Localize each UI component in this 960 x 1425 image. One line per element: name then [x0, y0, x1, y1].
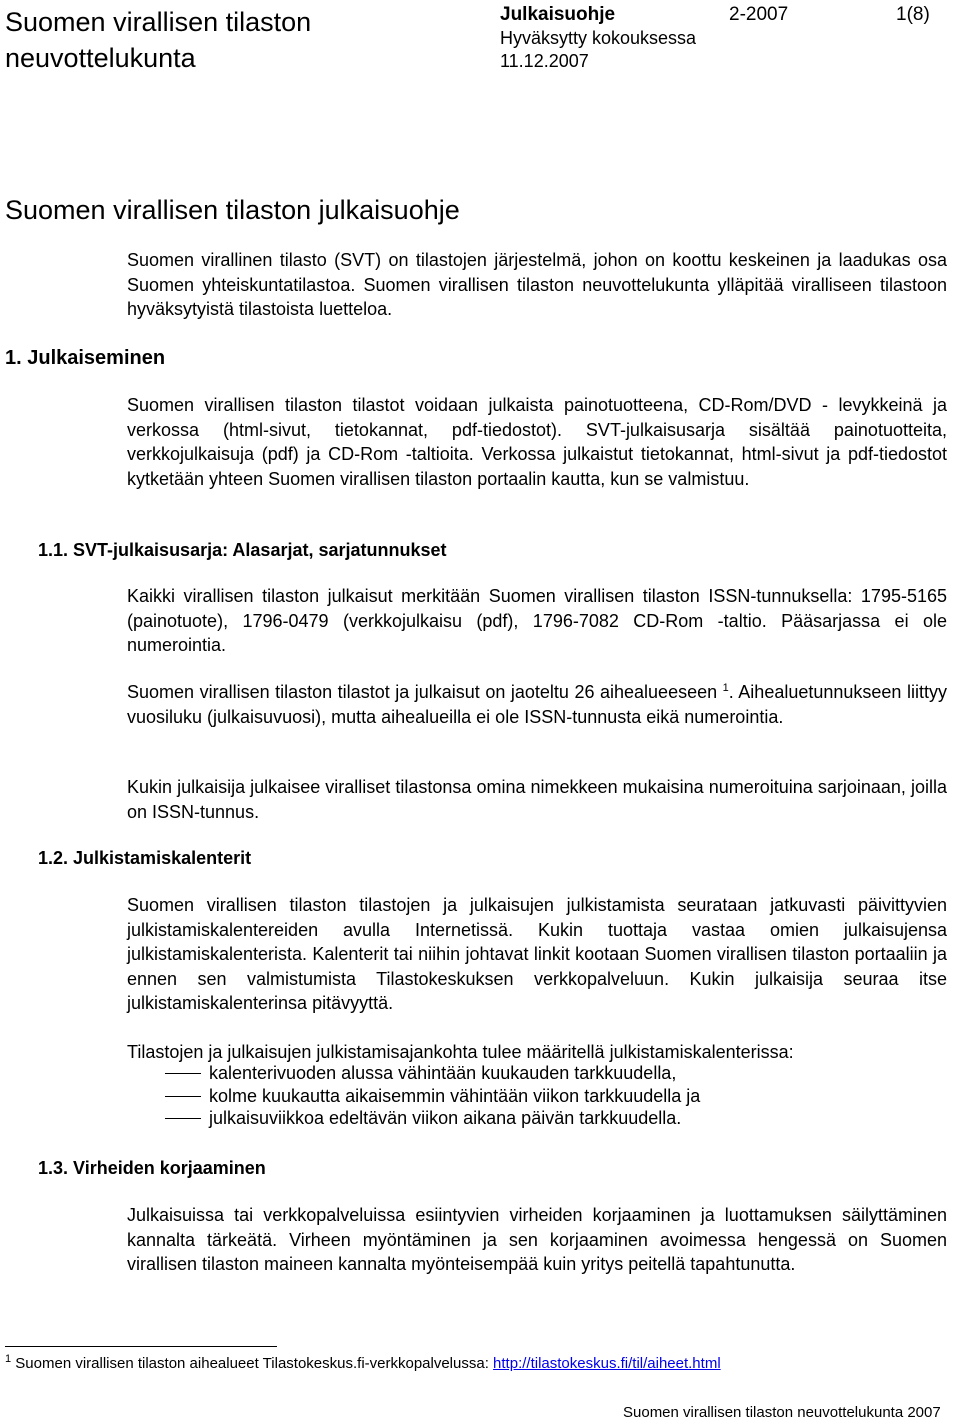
section1-1-p2-rest: . Aihealuetunnukseen liittyy vuosiluku (julkaisuvuosi), mutta aihealueilla ei ole ISSN-tunnusta eikä numerointia. [127, 682, 947, 727]
list-item [127, 1062, 947, 1085]
section-heading-1-1: 1.1. SVT-julkaisusarja: Alasarjat, sarjatunnukset [38, 540, 447, 560]
section1-1-p2-text: Suomen virallisen tilaston tilastot ja julkaisut on jaoteltu 26 aihealueeseen [127, 682, 718, 702]
footnote-ref: 1 [722, 682, 729, 694]
dash-bullet [165, 1096, 201, 1097]
footnote-divider [5, 1346, 277, 1347]
publication-timing-list [127, 1062, 947, 1130]
section-heading-julkaiseminen: 1. Julkaiseminen [5, 347, 166, 369]
intro-paragraph: Suomen virallinen tilasto (SVT) on tilastojen järjestelmä, johon on koottu keskeinen ja laadukas osa Suomen yhteiskuntatilastoa. Suomen virallisen tilaston neuvottelukunta ylläpitää viralliseen tilastoon hyväksytyistä tilastoista luetteloa. [127, 250, 947, 319]
section1-3-paragraph: Julkaisuissa tai verkkopalveluissa esiintyvien virheiden korjaaminen ja luottamuksen säilyttäminen kannalta tärkeätä. Virheen myöntäminen ja sen korjaaminen avoimessa hengessä on Suomen virallisen tilaston maineen kannalta myönteisempää kuin yritys peitellä tapahtunutta. [127, 1205, 947, 1274]
list-item-text: julkaisuviikkoa edeltävän viikon aikana päivän tarkkuudella. [209, 1108, 682, 1128]
list-item [127, 1107, 947, 1130]
document-number: 2-2007 [729, 4, 789, 25]
section1-paragraph: Suomen virallisen tilaston tilastot voidaan julkaista painotuotteena, CD-Rom/DVD - levykkeinä ja verkossa (html-sivut, tietokannat, pdf-tiedostot). SVT-julkaisusarja sisältää painotuotteita, verkkojulkaisuja (pdf) ja CD-Rom -taltioita. Verkossa julkaistut tietokannat, html-sivut ja pdf-tiedostot kytketään yhteen Suomen virallisen tilaston portaalin kautta, kun se valmistuu. [127, 395, 947, 489]
dash-bullet [165, 1118, 201, 1119]
list-item-text: kolme kuukautta aikaisemmin vähintään viikon tarkkuudella ja [209, 1085, 701, 1106]
approval-note: Hyväksytty kokouksessa 11.12.2007 [500, 28, 697, 71]
footnote-number: 1 [5, 1353, 12, 1365]
list-item-text: kalenterivuoden alussa vähintään kuukauden tarkkuudella, [209, 1063, 677, 1083]
list-item [127, 1085, 947, 1108]
section-heading-1-3: 1.3. Virheiden korjaaminen [38, 1158, 266, 1178]
section1-1-paragraph-1: Kaikki virallisen tilaston julkaisut merkitään Suomen virallisen tilaston ISSN-tunnuksella: 1795-5165 (painotuote), 1796-0479 (verkkojulkaisu (pdf), 1796-7082 CD-Rom -taltio. Pääsarjassa ei ole numerointia. [127, 586, 947, 655]
organization-name: Suomen virallisen tilaston neuvottelukunta [5, 7, 312, 73]
section1-1-paragraph-2 [127, 680, 947, 729]
page-number: 1(8) [896, 4, 930, 25]
page-title: Suomen virallisen tilaston julkaisuohje [5, 195, 460, 225]
page-footer: Suomen virallisen tilaston neuvottelukunta 2007 [623, 1404, 941, 1421]
footnote-link[interactable]: http://tilastokeskus.fi/til/aiheet.html [493, 1355, 721, 1372]
document-type: Julkaisuohje [500, 4, 616, 25]
dash-bullet [165, 1073, 201, 1074]
section1-2-paragraph-1: Suomen virallisen tilaston tilastojen ja julkaisujen julkistamista seurataan jatkuvasti päivittyvien julkistamiskalentereiden avulla Internetissä. Kukin tuottaja vastaa omien julkaisujensa julkistamiskalenterista. Kalenterit tai niihin johtavat linkit kootaan Suomen virallisen tilaston portaaliin ja ennen sen valmistumista Tilastokeskuksen verkkopalveluun. Kukin julkaisija seuraa itse julkistamiskalenterinsa pitävyyttä. [127, 895, 947, 1013]
section1-2-paragraph-2: Tilastojen ja julkaisujen julkistamisajankohta tulee määritellä julkistamiskalenterissa: [127, 1042, 794, 1062]
footnote-text: Suomen virallisen tilaston aihealueet Tilastokeskus.fi-verkkopalvelussa: [15, 1355, 489, 1372]
section1-1-paragraph-3: Kukin julkaisija julkaisee viralliset tilastonsa omina nimekkeen mukaisina numeroituina sarjoinaan, joilla on ISSN-tunnus. [127, 777, 947, 822]
footnote [5, 1354, 721, 1374]
section-heading-1-2: 1.2. Julkistamiskalenterit [38, 848, 252, 868]
